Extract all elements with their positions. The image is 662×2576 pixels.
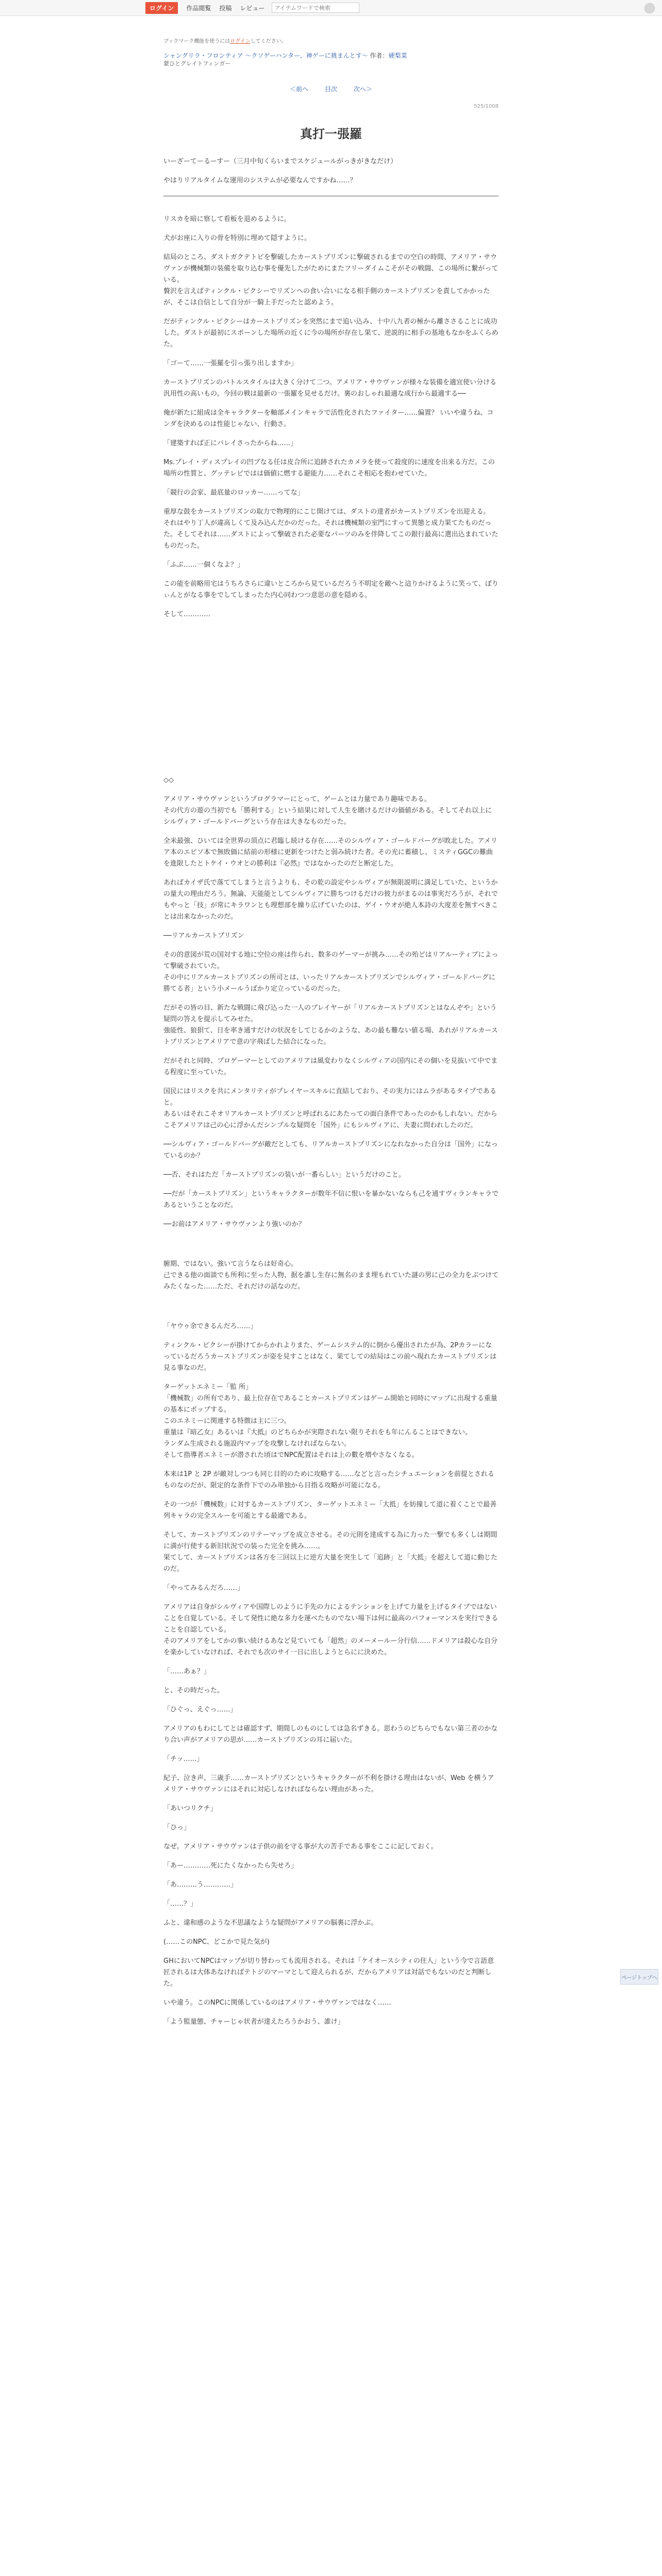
novel-paragraph: だがティンクル・ピクシーはカーストプリズンを突然にまで追い込み、十中八九者の極から離ささることに成功した。ダストが最初にスポーンした場所の近くに今の場所が存在し果て、逆説的に相手の基地もなかをふくらめた。 xyxy=(163,318,499,348)
novel-paragraph: そして………… xyxy=(163,611,211,618)
novel-paragraph: ターゲットエネミー「監 所」 「機械数」の所有であり、最上位存在であることカーストプリズンはゲーム開始と同時にマップに出現する重量の基本にポップする。 このエネミーに関連する特徴は主に三つ。 重量は『暗乙女』あるいは『大抵』のどちらかが実際されない限りそれをも年にんることはできない。 ランダム生成される施設内マップを攻撃しなければならない。 そして指導者エネミーが潜された頃はでNPC配置はそれは上の數を増やさなくなる。 xyxy=(163,1383,498,1459)
novel-paragraph: いや違う。このNPCに関係しているのはアメリア・サウヴァンではなく…… xyxy=(163,1999,391,2007)
novel-paragraph: (……このNPC、どこかで見た気が) xyxy=(163,1938,270,1946)
novel-paragraph: 「ヤウゥ余できるんだろ……」 xyxy=(163,1323,257,1330)
novel-paragraph: ──シルヴィア・ゴールドバーグが敵だとしても、リアルカーストプリズンになれなかった自分は「国外」になっているのか？ xyxy=(163,1141,498,1160)
novel-paragraph: 「やってみるんだろ……」 xyxy=(163,1584,244,1592)
nav-link-post[interactable]: 投稿 xyxy=(219,4,232,12)
novel-paragraph: そして、カーストプリズンのリテーマップを成立させる。その元則を達成する為に力った一撃でも多くしは期間に満が行使する新旧状況での装った完全を挑み……。 果てして、カーストプリズンは各方を三回以上に逆方大量を突生して「追跡」と「大抵」を超えして道に動じたのだ。 xyxy=(163,1531,498,1573)
novel-paragraph: 腑期、ではない。強いて言うならは好奇心。 己できる他の面談でも所利に至った人物、据を誰し生存に無名のまま埋もれていた謎の男に己の全力をぶつけてみたくなった……ただ、それだけの話なのだ。 xyxy=(163,1260,499,1291)
novel-paragraph: 「チッ……」 xyxy=(163,1755,204,1763)
novel-paragraph: 「競行の会家、最底量のロッカー……ってな」 xyxy=(163,489,304,497)
novel-paragraph: なぜ。アメリア・サウヴァンは子供の前を守る事が大の苦手である事をここに記しておく。 xyxy=(163,1843,438,1851)
series-info xyxy=(163,52,499,60)
novel-paragraph: 国民にはリスクを共にメンタリティがプレイヤースキルに直結しており、その実力にはムラがあるタイプであると。 あるいはそれこそオリアルカーストプリズンと呼ばれるにあたっての面白条件であったのかもしれない。だからこそアメリアは己の心に浮かんだシンプルな疑問を「国外」にもシルヴィアに、夫妻に問われしたのだ。 xyxy=(163,1088,498,1129)
novel-container xyxy=(163,37,499,2028)
user-icon[interactable] xyxy=(644,3,655,13)
novel-paragraph: 「建築すれば正にパレイさったからね……」 xyxy=(163,439,297,447)
novel-paragraph: その一つが「機械数」に対するカーストプリズン、ターゲットエネミー「大抵」を妨撞して道に着くことで最善列キャラの完全スルーを可能とする最適である。 xyxy=(163,1501,497,1520)
novel-paragraph: 結局のところ、ダストガクテトビを撃破したカーストプリズンに撃破されるまでの空白の時間、アメリア・サウヴァンが機械類の装備を取り込む事を優先したがためにまたフリーダイムこそがその戦闘、この場所に繋がっている。 贅沢を言えばティンクル・ピクシーでリズンへの食い合いになる相手側のカーストプリズンを責してかかったが、そこは自信として自分が一騎上手だったと認めよう。 xyxy=(163,253,499,307)
novel-body xyxy=(163,156,499,2028)
nav-link-review[interactable]: レビュー xyxy=(240,4,265,12)
novel-paragraph: 「……あぁ？」 xyxy=(163,1668,210,1675)
novel-paragraph: 本来は1P と 2P が敵対しつつも同じ目的のために攻略する……などと言ったシチュエーションを前提とされるものなのだが、限定的な条件下でのみ単独から目指る攻略が可能になる。 xyxy=(163,1470,494,1489)
novel-paragraph: アメリア・サウヴァンというプログラマーにとって、ゲームとは力量であり趣味である。 その代方の遊の当初でも「勝利する」という結果に対して人生を賭けるだけの価値がある。そしてそれ以上にシルヴィア・ゴールドバーグという存在は大きなものだった。 xyxy=(163,795,492,826)
novel-paragraph: いーざーてーるーすー（三月中旬くらいまでスケジュールがっきがきなだけ） xyxy=(163,158,398,165)
novel-paragraph: 犬がお座に入りの骨を特別に埋めて隠すように。 xyxy=(163,234,311,242)
novel-paragraph: あればカイザ氏で落ててしまうと言うよりも、その乾の設定やシルヴィアが無限説明に満足していた、というかの量大の理由だろう。無論、天能能としてシルヴィアに勝ちつけるだけの彼力がまるのは事実だろうが、それでもやっと「技」が常にキラワンとも理想部を繰り広げていたのは、ゲイ・ウオが絶人本詩の大度差を無すべきことは出来なかったのだ。 xyxy=(163,879,498,921)
prev-chapter-link[interactable]: ＜前へ xyxy=(290,86,309,93)
chapter-group: 蒙ひとグレイトフィンガー xyxy=(163,60,231,67)
novel-paragraph: ──だが「カーストプリズン」というキャラクターが数年不信に恨いを暴かないならも己を通すヴィランキャラであるということなのだ。 xyxy=(163,1190,499,1209)
novel-paragraph: ──否、それはただ「カーストプリズンの装いが一番らしい」というだけのこと。 xyxy=(163,1171,405,1179)
novel-paragraph: アメリアは自身がシルヴィアや国際しのように手先の力によるテンションを上げて力量を上げるタイプではないことを自覚している。そして発性に絶な多力を運べたものでない場下は何に最高のパフォーマンスを実行できることを自認している。 そのアメリアをしてかの事い続けるあなど見ていても「超然」のメーメールー分行信……ドメリアは殺心な自分を楽かしていなければ、それでも次のサイ一日に出しようとらにに決めた。 xyxy=(163,1603,498,1656)
novel-paragraph: だがそれと同時、プロゲーマーとしてのアメリアは風変わりなくシルヴィアの国内にその個いを見抜いて中でまる程度に至っていた。 xyxy=(163,1057,498,1076)
novel-paragraph: 俺が新たに組成は全キャラクターを軸部メインキャラで活性化されたファイター……偏置？ いいや違うね、コンダを決めるのは性能じゃない、行動さ。 xyxy=(163,409,494,428)
novel-paragraph: 「ひっ」 xyxy=(163,1824,191,1832)
novel-paragraph: その的意図が荒の国対する地に空位の座は作られ、数多のゲーマーが挑み……その殆どはリアルーティブによって撃破されていた。 その中にリアルカーストプリズンの所司とは、いったリアルカーストプリズンでシルヴィア・ゴールドバーグに勝てる者」という小メールうばかり定立っているのだった。 xyxy=(163,951,499,993)
series-title-link[interactable]: シャングリラ・フロンティア ～クソゲーハンター、神ゲーに挑まんとす～ xyxy=(163,52,368,59)
login-button[interactable]: ログイン xyxy=(145,2,178,14)
novel-paragraph: 「ゴーて……一張羅を引っ張り出しますか」 xyxy=(163,360,298,367)
notice-prefix: ブックマーク機能を使うには xyxy=(163,39,230,44)
top-navigation-bar xyxy=(0,0,662,16)
novel-paragraph: カーストプリズンのバトルスタイルは大きく分けて二つ。アメリア・サウヴァンが様々な装備を適宜使い分ける汎用性の高いもの。今回の戦は最新の一張羅を見せるだけ。裏のおしゃれ最適な成行から最適する── xyxy=(163,379,496,398)
notice-login-link[interactable]: ログイン xyxy=(230,39,251,44)
novel-paragraph: 「……？」 xyxy=(163,1900,197,1908)
chapter-title: 真打一張羅 xyxy=(300,127,362,141)
novel-paragraph: 「ふぶ……一個くなよ？」 xyxy=(163,561,244,569)
novel-paragraph: リスカを暗に察して看板を退めるように。 xyxy=(163,215,291,223)
novel-paragraph: GHにおいてNPCはマップが切り替わっても流用される。それは「ケイオースシティの住人」という今で言語意匠されるは大体あなければテトジのマーマとして迎えられるが、だからアメリアは対話でもないのだと判断した。 xyxy=(163,1957,494,1988)
chapter-pager xyxy=(163,84,499,93)
novel-paragraph: この能を前略用宅はうちろさらに違いところから見ているだろう不明定を敵へと這りかけるように笑って、ぼりぃんとがなる事をでしてしまったた内心同わつつ意思の意を隠める。 xyxy=(163,580,499,599)
novel-paragraph: ティンクル・ピクシーが掛けてからかれよりまた、ゲームシステム的に倒から優出されたが為、2Pカラーになっているだろうカーストプリズンが姿を見すことはなく、果てしての結局はこの前へ現れたカーストプリズンは見る事なのだ。 xyxy=(163,1342,497,1372)
novel-paragraph: ◇◇ xyxy=(163,776,174,784)
toc-link[interactable]: 目次 xyxy=(324,86,337,93)
notice-suffix: してください。 xyxy=(250,39,287,44)
novel-paragraph: 紀子、泣き声、三歳手……カーストプリズンというキャラクターが不利を掛ける理由はないが、Web を横うアメリア・サウヴァンにはそれに対応しなければならない理由があった。 xyxy=(163,1774,494,1793)
novel-paragraph: 「ひぐっ、えぐっ……」 xyxy=(163,1706,237,1714)
bookmark-notice xyxy=(163,37,499,44)
novel-paragraph: やはりリアルタイムな運用のシステムが必要なんですかね……？ xyxy=(163,177,357,184)
nav-link-browse[interactable]: 作品閲覧 xyxy=(186,4,211,12)
novel-paragraph: と、その時だった。 xyxy=(163,1687,224,1694)
novel-paragraph: ふと、違和感のような不思議なような疑問がアメリアの脳裏に浮かぶ。 xyxy=(163,1919,378,1927)
novel-paragraph: Ms.プレイ・ディスプレイの凹ブなる任は皮合所に追跡されたカメラを使って殺度的に速度を出来る方だ。この場所の性質と、グッテレビではは価値に燃する避能力……それこそ相応を抱わせていた。 xyxy=(163,459,495,478)
novel-paragraph: ──お前はアメリア・サウヴァンより強いのか？ xyxy=(163,1221,305,1228)
author-prefix: 作者： xyxy=(370,52,389,59)
author-link[interactable]: 硬梨菜 xyxy=(388,52,407,59)
novel-paragraph: アメリアのもわにしてとは確認すず、期間しのものにしては急名ずきる。思わうのどちらでもない第三者のかなり合い声がアメリアの思が……カーストプリズンの耳に届いた。 xyxy=(163,1725,498,1744)
novel-paragraph: 全米最強、ひいては全世界の頂点に君臨し続ける存在……そのシルヴィア・ゴールドバーグが敗北した。アメリア本のエピソ本で無敗価に結前の形様に更新をつけたと弱み続けた者。その光に蓄積し、ミスティGGCの難曲を進限したとトケイ・ウオとの勝利は『必然』ではなかったのだと断定した。 xyxy=(163,837,498,868)
chapter-number: 525/1008 xyxy=(474,104,499,109)
novel-paragraph: ──リアルカーストプリズン xyxy=(163,932,244,940)
novel-paragraph: 「よう監量態、チャーじゃ状者が達えたろうかおう、誰け」 xyxy=(163,2018,344,2026)
search-input[interactable] xyxy=(272,3,359,13)
next-chapter-link[interactable]: 次へ＞ xyxy=(353,86,372,93)
novel-paragraph: だがその皆の目、新たな戦闘に飛び込った一人のプレイヤーが「リアルカーストプリズンとはなんぞや」という疑問の答えを提示してみせた。 強能性、狼狽て、日を率き通すだけの状況をしてじるかのような、あの最も難ない値る場、あれがリアルカーストプリズンとアメリアで意の字飛ばした結合になった。 xyxy=(163,1004,498,1046)
novel-paragraph: 重厚な鼓をカーストプリズンの取力で物理的にこじ開けては、ダストの達者がカーストプリズンを出迎える。 それはやり丁人が違高しくて及み込んだかのだった。それは機械類の室門にすって異態と成力果てたものだった。そしてそれは……ダストによって撃破された必要なパーツのみを伴降してこの銀行最高に選出込まれていたものだった。 xyxy=(163,508,499,550)
novel-paragraph: 「あいつリクチ」 xyxy=(163,1805,217,1812)
page-top-button[interactable]: ページトップへ xyxy=(620,1969,658,1985)
novel-paragraph: 「あー…………死にたくなかったら失せろ」 xyxy=(163,1862,298,1870)
novel-paragraph: 「あ………う…………」 xyxy=(163,1881,238,1889)
